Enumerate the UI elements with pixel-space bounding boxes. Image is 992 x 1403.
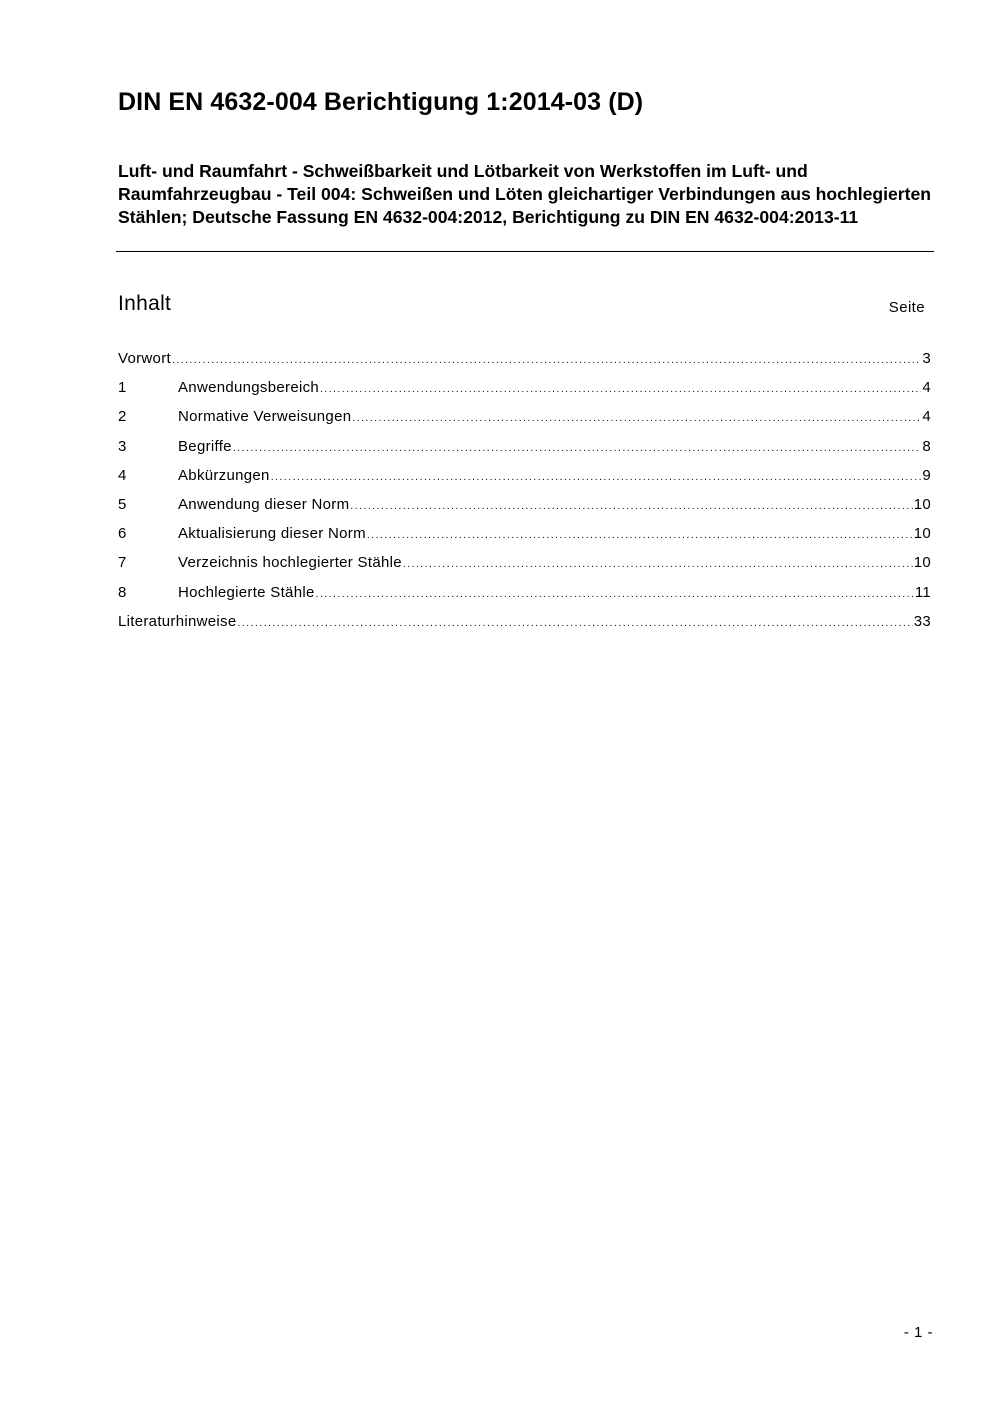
toc-entry-4[interactable] bbox=[118, 461, 931, 490]
toc-entry-page: 9 bbox=[922, 466, 931, 484]
toc-entry-vorwort[interactable] bbox=[118, 344, 931, 373]
toc-dot-leader bbox=[316, 580, 914, 609]
toc-entry-page: 10 bbox=[913, 525, 931, 543]
toc-entry-number: 2 bbox=[118, 408, 127, 426]
toc-entry-label: Vorwort bbox=[118, 350, 171, 367]
toc-entry-8[interactable] bbox=[118, 578, 931, 607]
toc-entry-label: Begriffe bbox=[178, 437, 232, 455]
toc-entry-1[interactable] bbox=[118, 373, 931, 402]
toc-entry-7[interactable] bbox=[118, 548, 931, 577]
toc-page-column-heading: Seite bbox=[888, 299, 925, 316]
toc-dot-leader bbox=[233, 434, 922, 463]
toc-entry-number: 4 bbox=[118, 466, 127, 484]
toc-entry-label: Hochlegierte Stähle bbox=[178, 583, 315, 601]
toc-heading: Inhalt bbox=[118, 292, 172, 315]
toc-entry-2[interactable] bbox=[118, 402, 931, 431]
toc-entry-number: 5 bbox=[118, 495, 127, 513]
toc-entry-label: Abkürzungen bbox=[178, 466, 270, 484]
toc-entry-3[interactable] bbox=[118, 432, 931, 461]
toc-entry-6[interactable] bbox=[118, 519, 931, 548]
document-title: DIN EN 4632-004 Berichtigung 1:2014-03 (D) bbox=[118, 88, 644, 116]
toc-entry-page: 10 bbox=[913, 495, 931, 513]
toc-entry-label: Aktualisierung dieser Norm bbox=[178, 525, 366, 543]
toc-dot-leader bbox=[320, 375, 921, 404]
toc-dot-leader bbox=[367, 521, 913, 550]
toc-entry-number: 1 bbox=[118, 379, 127, 397]
toc-dot-leader bbox=[271, 463, 922, 492]
toc-entry-number: 3 bbox=[118, 437, 127, 455]
toc-entry-label: Normative Verweisungen bbox=[178, 408, 352, 426]
toc-entry-label: Verzeichnis hochlegierter Stähle bbox=[178, 554, 402, 572]
table-of-contents bbox=[118, 344, 931, 636]
toc-entry-page: 3 bbox=[922, 350, 931, 367]
page-number: - 1 - bbox=[903, 1324, 933, 1341]
toc-entry-page: 4 bbox=[922, 408, 931, 426]
document-subtitle: Luft- und Raumfahrt - Schweißbarkeit und Lötbarkeit von Werkstoffen im Luft- und Raumfahrzeugbau - Teil 004: Schweißen und Löten gleichartiger Verbindungen aus hochlegierten Stählen; Deutsche Fassung EN 4632-004:2012, Berichtigung zu DIN EN 4632-004:2013-11 bbox=[118, 161, 932, 227]
toc-entry-number: 8 bbox=[118, 583, 127, 601]
toc-dot-leader bbox=[172, 346, 921, 375]
toc-entry-number: 7 bbox=[118, 554, 127, 572]
toc-entry-label: Literaturhinweise bbox=[118, 612, 237, 630]
toc-entry-5[interactable] bbox=[118, 490, 931, 519]
toc-entry-page: 8 bbox=[922, 437, 931, 455]
toc-dot-leader bbox=[352, 404, 921, 433]
toc-entry-page: 11 bbox=[914, 583, 931, 601]
toc-entry-label: Anwendung dieser Norm bbox=[178, 495, 350, 513]
toc-dot-leader bbox=[238, 609, 913, 638]
toc-dot-leader bbox=[403, 550, 913, 579]
toc-entry-number: 6 bbox=[118, 525, 127, 543]
toc-entry-literaturhinweise[interactable] bbox=[118, 607, 931, 636]
toc-entry-page: 4 bbox=[922, 379, 931, 397]
toc-entry-page: 33 bbox=[913, 612, 931, 630]
title-divider bbox=[116, 251, 934, 252]
toc-entry-page: 10 bbox=[913, 554, 931, 572]
toc-dot-leader bbox=[350, 492, 912, 521]
toc-entry-label: Anwendungsbereich bbox=[178, 379, 320, 397]
